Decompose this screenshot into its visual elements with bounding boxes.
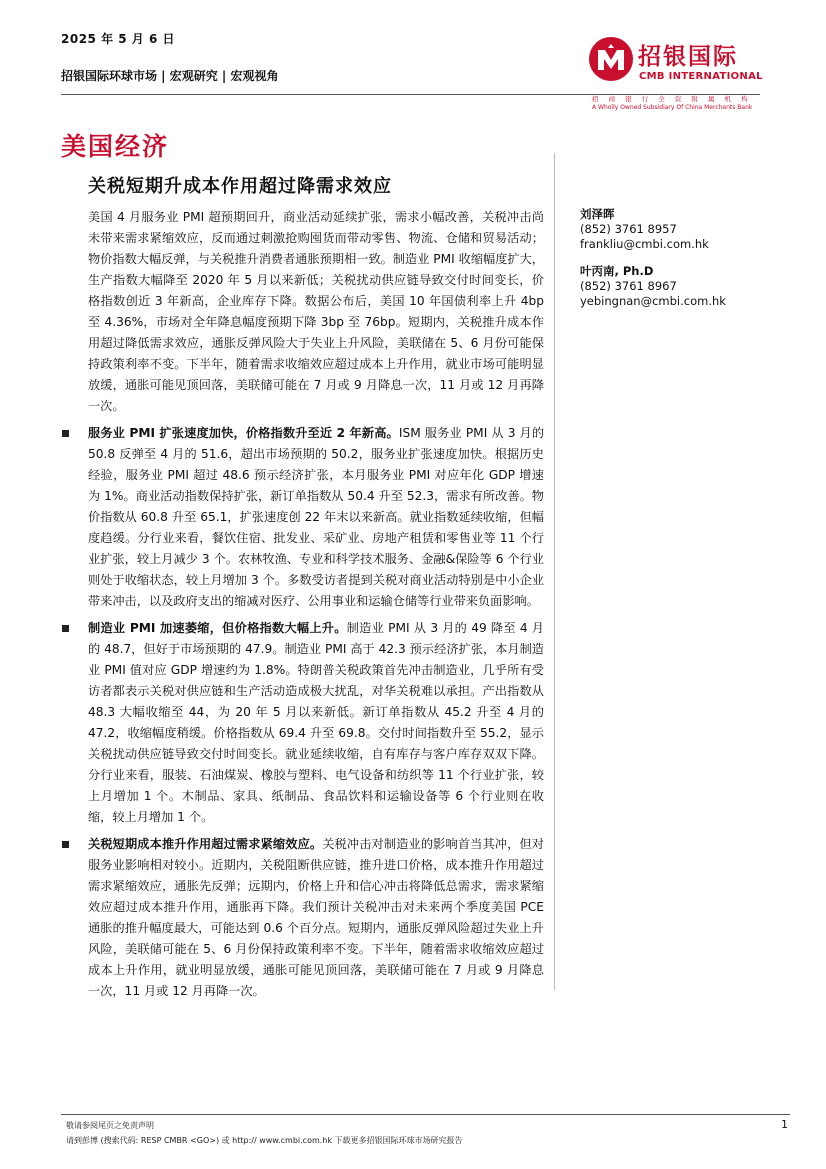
bullet-services-pmi bbox=[88, 423, 544, 612]
author-name: 刘泽晖 bbox=[580, 207, 615, 221]
bullet-heading: 服务业 PMI 扩张速度加快，价格指数升至近 2 年新高。 bbox=[88, 426, 399, 440]
author-email[interactable]: yebingnan@cmbi.com.hk bbox=[580, 294, 726, 308]
page-number: 1 bbox=[781, 1118, 788, 1131]
author-phone: (852) 3761 8967 bbox=[580, 279, 677, 293]
authors-panel bbox=[580, 207, 726, 309]
intro-paragraph: 美国 4 月服务业 PMI 超预期回升，商业活动延续扩张，需求小幅改善，关税冲击尚未带来需求紧缩效应，反而通过刺激抢购囤货而带动零售、物流、仓储和贸易活动；物价指数大幅反弹，与关税推升消费者通胀预期相一致。制造业 PMI 收缩幅度扩大，生产指数大幅降至 2020 年 5 月以来新低；关税扰动供应链导致交付时间变长，价格指数创近 3 年新高，企业库存下降。数据公布后，美国 10 年国债利率上升 4bp 至 4.36%，市场对全年降息幅度预期下降 3bp 至 76bp。短期内，关税推升成本作用超过降低需求效应，通胀反弹风险大于失业上升风险，美联储在 5、6 月份可能保持政策利率不变。下半年，随着需求收缩效应超过成本上升作用，就业市场可能明显放缓，通胀可能见顶回落，美联储可能在 7 月或 9 月降息一次，11 月或 12 月再降一次。 bbox=[88, 210, 544, 413]
report-title: 美国经济 bbox=[61, 132, 170, 161]
logo-english-name: CMB INTERNATIONAL bbox=[639, 71, 763, 82]
report-date: 2025 年 5 月 6 日 bbox=[61, 32, 175, 46]
footer-bloomberg-link[interactable]: 请到彭博 (搜索代码: RESP CMBR <GO>) 或 http:// www.cmbi.com.hk 下载更多招银国际环球市场研究报告 bbox=[66, 1136, 463, 1145]
bullet-square-icon bbox=[62, 841, 69, 848]
logo-chinese-name: 招银国际 bbox=[638, 44, 738, 70]
report-subtitle: 关税短期升成本作用超过降需求效应 bbox=[88, 176, 392, 197]
author-email[interactable]: frankliu@cmbi.com.hk bbox=[580, 237, 709, 251]
department-line: 招银国际环球市场 | 宏观研究 | 宏观视角 bbox=[61, 69, 279, 83]
column-divider bbox=[554, 153, 555, 990]
bullet-manufacturing-pmi bbox=[88, 618, 544, 828]
bullet-body: 关税冲击对制造业的影响首当其冲，但对服务业影响相对较小。近期内，关税阻断供应链，推升进口价格，成本推升作用超过需求紧缩效应，通胀先反弹；远期内，价格上升和信心冲击将降低总需求，需求紧缩效应超过成本推升作用，通胀再下降。我们预计关税冲击对未来两个季度美国 PCE 通胀的推升幅度最大，可能达到 0.6 个百分点。短期内，通胀反弹风险超过失业上升风险，美联储可能在 5、6 月份保持政策利率不变。下半年，随着需求收缩效应超过成本上升作用，就业明显放缓，通胀可能见顶回落，美联储可能在 7 月或 9 月降息一次，11 月或 12 月再降一次。 bbox=[88, 837, 544, 998]
bullet-heading: 制造业 PMI 加速萎缩，但价格指数大幅上升。 bbox=[88, 621, 347, 635]
bullet-body: 制造业 PMI 从 3 月的 49 降至 4 月的 48.7，但好于市场预期的 47.9。制造业 PMI 高于 42.3 预示经济扩张，本月制造业 PMI 值对应 GDP 增速约为 1.8%。特朗普关税政策首先冲击制造业，几乎所有受访者都表示关税对供应链和生产活动造成极大扰乱，对华关税难以承担。产出指数从 48.3 大幅收缩至 44，为 20 年 5 月以来新低。新订单指数从 45.2 升至 4 月的 47.2，收缩幅度稍缓。价格指数从 69.4 升至 69.8。交付时间指数升至 55.2，显示关税扰动供应链导致交付时间变长。就业延续收缩，自有库存与客户库存双双下降。分行业来看，服装、石油煤炭、橡胶与塑料、电气设备和纺织等 11 个行业扩张，较上月增加 1 个。木制品、家具、纸制品、食品饮料和运输设备等 6 个行业则在收缩，较上月增加 1 个。 bbox=[88, 621, 544, 824]
author-phone: (852) 3761 8957 bbox=[580, 222, 677, 236]
bullet-square-icon bbox=[62, 625, 69, 632]
cmbi-logo bbox=[588, 36, 778, 122]
footer-divider bbox=[61, 1114, 790, 1115]
author-name: 叶丙南, Ph.D bbox=[580, 264, 654, 278]
bullet-heading: 关税短期成本推升作用超过需求紧缩效应。 bbox=[88, 837, 323, 851]
logo-subsidiary-cn: 招 商 银 行 全 资 附 属 机 构 bbox=[592, 95, 752, 103]
bullet-tariff-effect bbox=[88, 834, 544, 1002]
logo-subsidiary-en: A Wholly Owned Subsidiary Of China Merchants Bank bbox=[592, 104, 753, 111]
main-body bbox=[88, 207, 544, 1002]
footer-disclaimer: 敬请参阅尾页之免责声明 bbox=[66, 1121, 154, 1130]
bullet-body: ISM 服务业 PMI 从 3 月的 50.8 反弹至 4 月的 51.6，超出市场预期的 50.2，服务业扩张速度加快。根据历史经验，服务业 PMI 超过 48.6 预示经济扩张，本月服务业 PMI 对应年化 GDP 增速为 1%。商业活动指数保持扩张，新订单指数从 50.4 升至 52.3，需求有所改善。物价指数从 60.8 升至 65.1，扩张速度创 22 年末以来新高。就业指数延续收缩，但幅度趋缓。分行业来看，餐饮住宿、批发业、采矿业、房地产租赁和零售业等 11 个行业扩张，较上月减少 3 个。农林牧渔、专业和科学技术服务、金融&保险等 6 个行业则处于收缩状态，较上月增加 3 个。多数受访者提到关税对商业活动特别是中小企业带来冲击，以及政府支出的缩减对医疗、公用事业和运输仓储等行业带来负面影响。 bbox=[88, 426, 545, 608]
bullet-square-icon bbox=[62, 430, 69, 437]
cmbi-logo-mark-icon bbox=[588, 36, 634, 82]
